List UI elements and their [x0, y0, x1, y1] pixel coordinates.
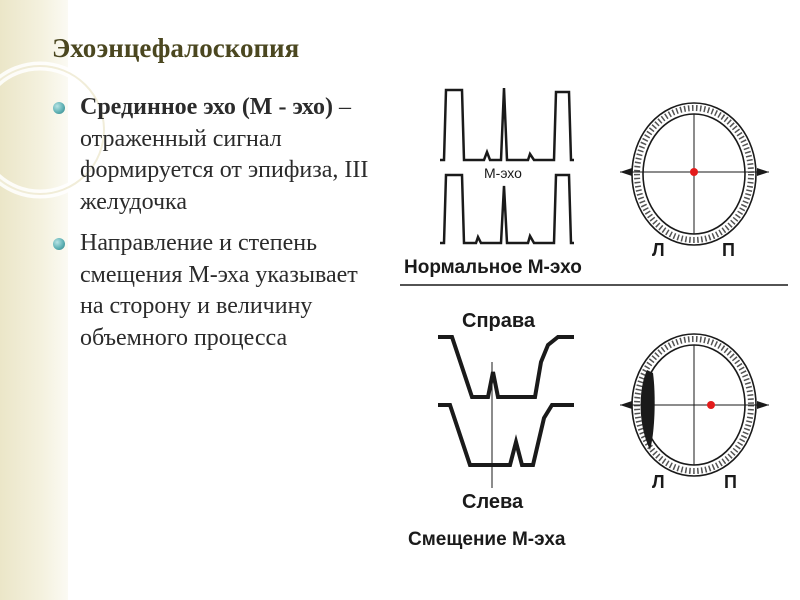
echo-figure	[398, 80, 788, 560]
shift-echo-waveforms	[438, 337, 574, 465]
normal-echo-caption: Нормальное М-эхо	[404, 257, 582, 278]
shifted-head-left-label: Л	[652, 472, 665, 492]
shift-echo-caption: Смещение М-эха	[408, 529, 566, 550]
slide-title: Эхоэнцефалоскопия	[52, 33, 300, 63]
shifted-m-echo-marker	[707, 401, 715, 409]
right-side-label: Справа	[462, 310, 536, 332]
bullet-body: – отраженный сигнал формируется от эпифиза, III желудочка	[80, 94, 369, 215]
bullet-list	[52, 92, 372, 354]
shift-echo-wave-left	[438, 405, 574, 465]
shifted-head-right-label: П	[724, 472, 737, 492]
normal-head-section	[620, 103, 769, 245]
bullet-text	[80, 228, 372, 354]
normal-m-echo-marker	[690, 168, 698, 176]
shifted-head-section	[620, 334, 769, 476]
bullet-median-echo	[52, 92, 372, 218]
normal-echo-wave-bottom	[440, 175, 574, 243]
normal-echo-wave-top	[440, 88, 574, 160]
bullet-dot-icon	[53, 238, 65, 250]
bullet-bold-term: Срединное эхо (М - эхо)	[80, 94, 333, 120]
normal-head-left-label: Л	[652, 240, 665, 260]
normal-head-right-label: П	[722, 240, 735, 260]
left-side-label: Слева	[462, 491, 524, 513]
bullet-dot-icon	[53, 102, 65, 114]
echo-diagram-svg	[398, 80, 788, 560]
shift-echo-wave-right	[438, 337, 574, 397]
m-echo-label: М-эхо	[484, 165, 522, 181]
bullet-shift-direction	[52, 228, 372, 354]
bullet-body: Направление и степень смещения М-эха указывает на сторону и величину объемного процесса	[80, 230, 358, 351]
bullet-text	[80, 92, 372, 218]
